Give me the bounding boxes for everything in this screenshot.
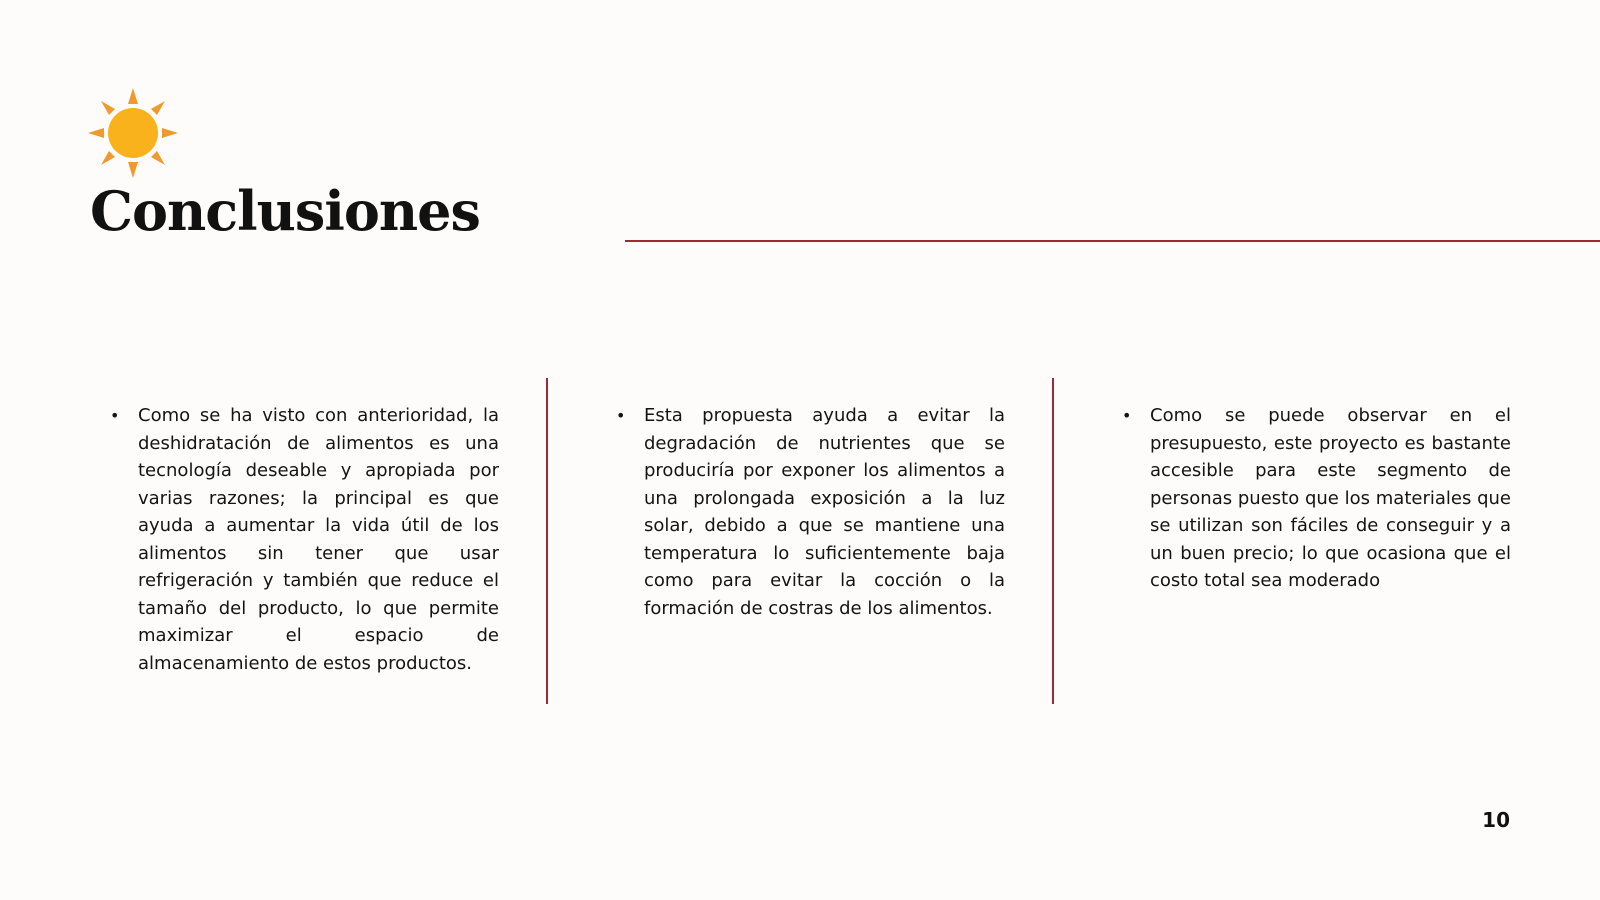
bullet-list: [1136, 402, 1511, 595]
conclusion-column-3: [1136, 402, 1511, 595]
column-divider-1: [546, 378, 548, 704]
bullet-list: [124, 402, 499, 677]
conclusion-bullet-3: • Como se puede observar en el presupuesto, este proyecto es bastante accesible para este segmento de personas puesto que los materiales que se utilizan son fáciles de conseguir y a un buen precio; lo que ocasiona que el costo total sea moderado: [1136, 402, 1511, 595]
sun-icon: [88, 88, 178, 178]
conclusion-column-1: [124, 402, 499, 677]
conclusion-bullet-2: • Esta propuesta ayuda a evitar la degradación de nutrientes que se produciría por exponer los alimentos a una prolongada exposición a la luz solar, debido a que se mantiene una temperatura lo suficientemente baja como para evitar la cocción o la formación de costras de los alimentos.: [630, 402, 1005, 622]
conclusion-column-2: [630, 402, 1005, 622]
conclusion-bullet-1: • Como se ha visto con anterioridad, la deshidratación de alimentos es una tecnología deseable y apropiada por varias razones; la principal es que ayuda a aumentar la vida útil de los alimentos sin tener que usar refrigeración y también que reduce el tamaño del producto, lo que permite maximizar el espacio de almacenamiento de estos productos.: [124, 402, 499, 677]
page-title: Conclusiones: [90, 179, 480, 243]
column-divider-2: [1052, 378, 1054, 704]
bullet-list: [630, 402, 1005, 622]
page-number: 10: [1482, 808, 1510, 832]
title-divider: [625, 240, 1600, 242]
